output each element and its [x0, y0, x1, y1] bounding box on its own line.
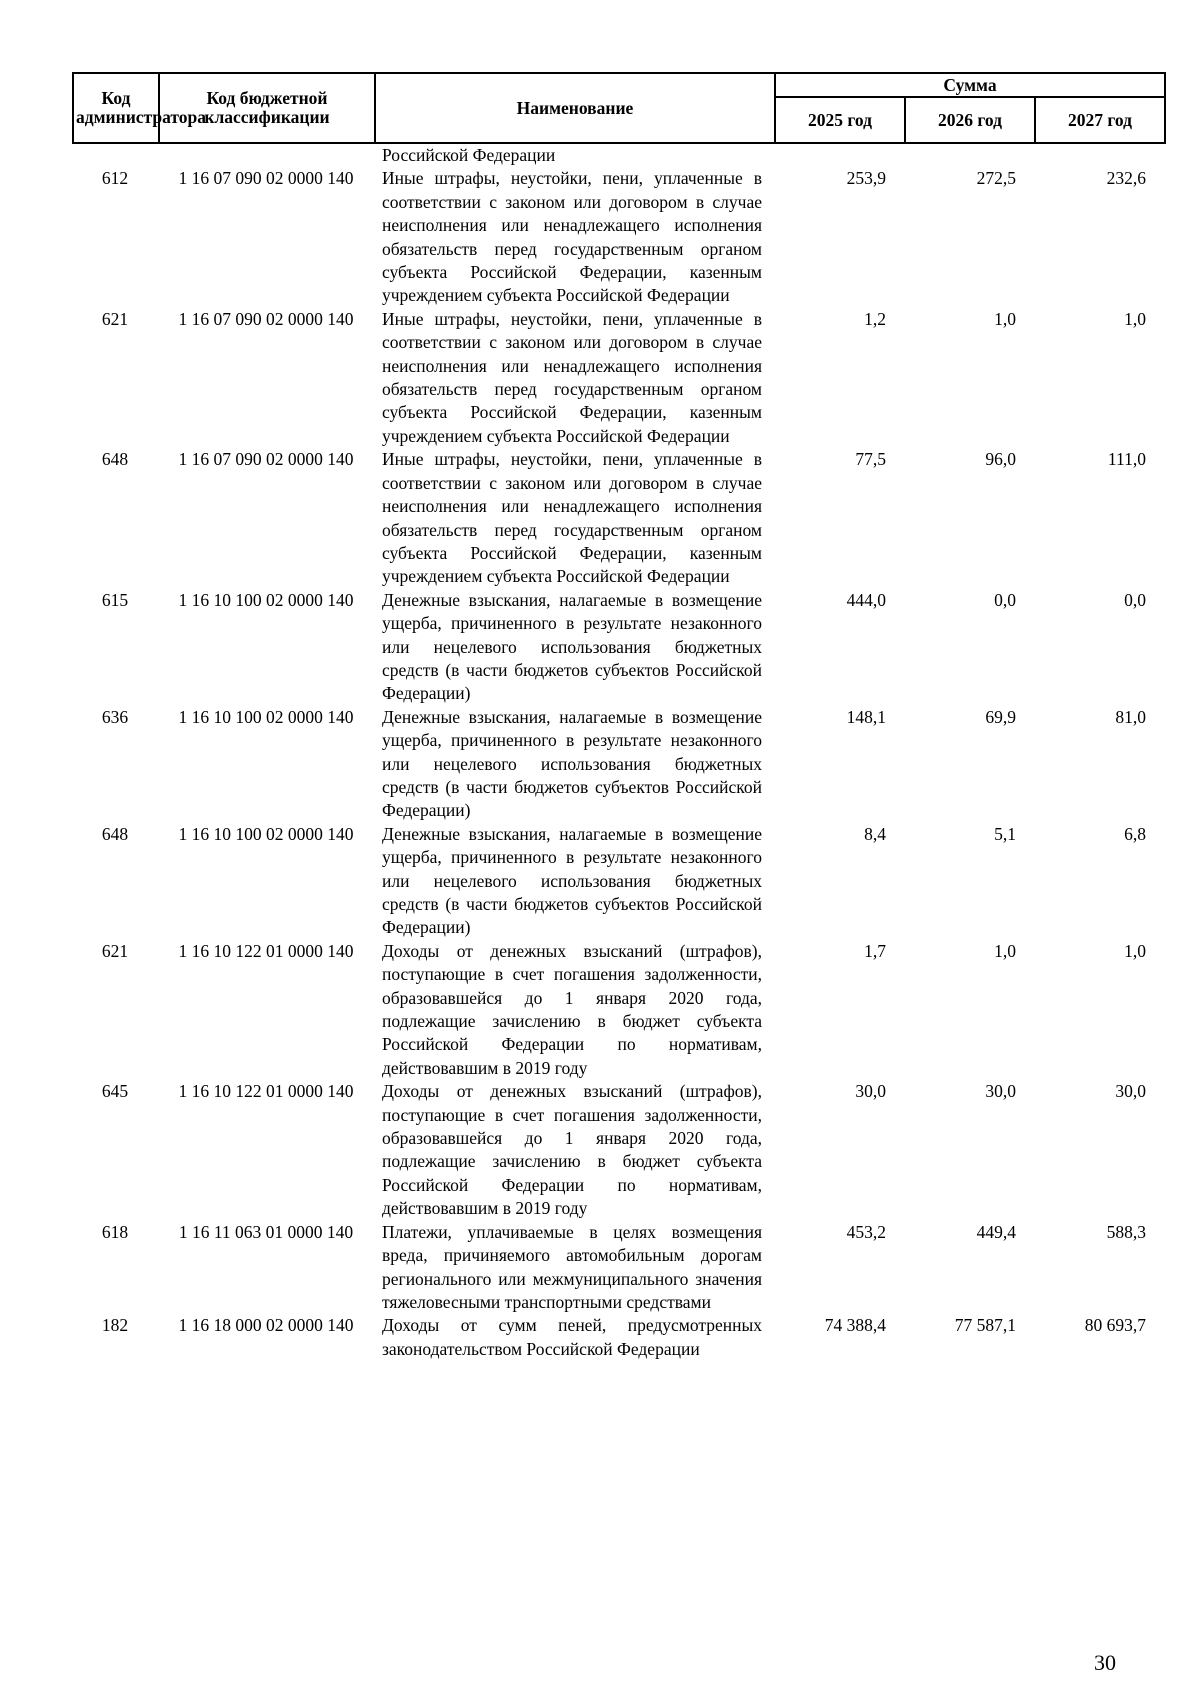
admin-code-cell: 621 [101, 308, 129, 329]
budget-code-cell: 1 16 10 100 02 0000 140 [178, 823, 354, 844]
table-row [72, 308, 1164, 448]
name-cell: Иные штрафы, неустойки, пени, уплаченные в соответствии с законом или договором в случае неисполнения или ненадлежащего исполнения обязательств перед государственным органом субъекта Российской Федерации, казенным учреждением субъекта Российской Федерации [382, 308, 762, 446]
amount-2027-cell: 6,8 [1124, 823, 1146, 844]
header-admin-code: Код администратора [73, 73, 159, 143]
admin-code-cell: 615 [101, 589, 129, 610]
amount-2025-cell: 1,7 [864, 940, 886, 961]
amount-2026-cell: 1,0 [994, 940, 1016, 961]
amount-2026-cell: 30,0 [985, 1081, 1016, 1102]
amount-2025-cell: 148,1 [846, 706, 886, 727]
admin-code-cell: 645 [101, 1081, 129, 1102]
name-cell: Денежные взыскания, налагаемые в возмещение ущерба, причиненного в результате незаконного или нецелевого использования бюджетных средств (в части бюджетов субъектов Российской Федерации) [382, 589, 762, 704]
amount-2027-cell: 1,0 [1124, 940, 1146, 961]
admin-code-cell: 648 [101, 823, 129, 844]
amount-2026-cell: 96,0 [985, 449, 1016, 470]
amount-2027-cell: 30,0 [1115, 1081, 1146, 1102]
table-row [72, 1080, 1164, 1220]
admin-code-cell: 618 [101, 1221, 129, 1242]
name-cell: Денежные взыскания, налагаемые в возмещение ущерба, причиненного в результате незаконного или нецелевого использования бюджетных средств (в части бюджетов субъектов Российской Федерации) [382, 706, 762, 821]
amount-2026-cell: 449,4 [976, 1221, 1016, 1242]
amount-2027-cell: 80 693,7 [1084, 1315, 1146, 1336]
amount-2025-cell: 253,9 [846, 168, 886, 189]
admin-code-cell: 621 [101, 940, 129, 961]
table-row [72, 706, 1164, 823]
admin-code-cell: 612 [101, 168, 129, 189]
header-year-2027: 2027 год [1035, 97, 1165, 143]
name-cell: Платежи, уплачиваемые в целях возмещения вреда, причиняемого автомобильным дорогам регионального или межмуниципального значения тяжеловесными транспортными средствами [382, 1221, 762, 1312]
budget-code-cell: 1 16 10 122 01 0000 140 [178, 940, 354, 961]
budget-code-cell: 1 16 07 090 02 0000 140 [178, 168, 354, 189]
amount-2027-cell: 81,0 [1115, 706, 1146, 727]
amount-2027-cell: 0,0 [1124, 589, 1146, 610]
name-cell: Иные штрафы, неустойки, пени, уплаченные в соответствии с законом или договором в случае неисполнения или ненадлежащего исполнения обязательств перед государственным органом субъекта Российской Федерации, казенным учреждением субъекта Российской Федерации [382, 449, 762, 587]
table-row [72, 823, 1164, 940]
name-cell: Доходы от денежных взысканий (штрафов), поступающие в счет погашения задолженности, образовавшейся до 1 января 2020 года, подлежащие зачислению в бюджет субъекта Российской Федерации по нормативам, действовавшим в 2019 году [382, 1081, 762, 1219]
header-year-2025: 2025 год [775, 97, 905, 143]
admin-code-cell: 648 [101, 449, 129, 470]
amount-2026-cell: 5,1 [994, 823, 1016, 844]
table-row [72, 1221, 1164, 1315]
amount-2027-cell: 111,0 [1107, 449, 1146, 470]
amount-2025-cell: 77,5 [855, 449, 886, 470]
table-row [72, 589, 1164, 706]
header-year-2026: 2026 год [905, 97, 1035, 143]
name-cell: Доходы от сумм пеней, предусмотренных законодательством Российской Федерации [382, 1315, 762, 1359]
table-body [72, 144, 1164, 1361]
amount-2027-cell: 1,0 [1124, 308, 1146, 329]
amount-2026-cell: 77 587,1 [954, 1315, 1016, 1336]
continuation-text: Российской Федерации [382, 145, 556, 165]
budget-code-cell: 1 16 10 100 02 0000 140 [178, 589, 354, 610]
budget-code-cell: 1 16 18 000 02 0000 140 [178, 1315, 354, 1336]
amount-2026-cell: 0,0 [994, 589, 1016, 610]
admin-code-cell: 182 [101, 1315, 129, 1336]
amount-2026-cell: 69,9 [985, 706, 1016, 727]
table-row [72, 1314, 1164, 1361]
header-name: Наименование [375, 73, 775, 143]
revenue-table [72, 72, 1164, 1361]
budget-code-cell: 1 16 07 090 02 0000 140 [178, 308, 354, 329]
header-sum: Сумма [775, 73, 1165, 97]
amount-2025-cell: 444,0 [846, 589, 886, 610]
admin-code-cell: 636 [101, 706, 129, 727]
budget-code-cell: 1 16 10 100 02 0000 140 [178, 706, 354, 727]
amount-2027-cell: 232,6 [1106, 168, 1146, 189]
amount-2026-cell: 272,5 [976, 168, 1016, 189]
table-row [72, 167, 1164, 307]
header-budget-code: Код бюджетной классификации [159, 73, 375, 143]
page-number: 30 [1094, 1650, 1116, 1675]
budget-code-cell: 1 16 07 090 02 0000 140 [178, 449, 354, 470]
name-cell: Иные штрафы, неустойки, пени, уплаченные в соответствии с законом или договором в случае неисполнения или ненадлежащего исполнения обязательств перед государственным органом субъекта Российской Федерации, казенным учреждением субъекта Российской Федерации [382, 168, 762, 306]
amount-2025-cell: 30,0 [855, 1081, 886, 1102]
amount-2025-cell: 8,4 [864, 823, 886, 844]
table-header [72, 72, 1166, 144]
amount-2027-cell: 588,3 [1106, 1221, 1146, 1242]
amount-2025-cell: 1,2 [864, 308, 886, 329]
continuation-row [72, 144, 1164, 167]
amount-2026-cell: 1,0 [994, 308, 1016, 329]
budget-code-cell: 1 16 11 063 01 0000 140 [178, 1221, 354, 1242]
table-row [72, 940, 1164, 1080]
name-cell: Доходы от денежных взысканий (штрафов), поступающие в счет погашения задолженности, образовавшейся до 1 января 2020 года, подлежащие зачислению в бюджет субъекта Российской Федерации по нормативам, действовавшим в 2019 году [382, 940, 762, 1078]
table-row [72, 448, 1164, 588]
amount-2025-cell: 74 388,4 [824, 1315, 886, 1336]
name-cell: Денежные взыскания, налагаемые в возмещение ущерба, причиненного в результате незаконного или нецелевого использования бюджетных средств (в части бюджетов субъектов Российской Федерации) [382, 823, 762, 938]
amount-2025-cell: 453,2 [846, 1221, 886, 1242]
budget-code-cell: 1 16 10 122 01 0000 140 [178, 1081, 354, 1102]
